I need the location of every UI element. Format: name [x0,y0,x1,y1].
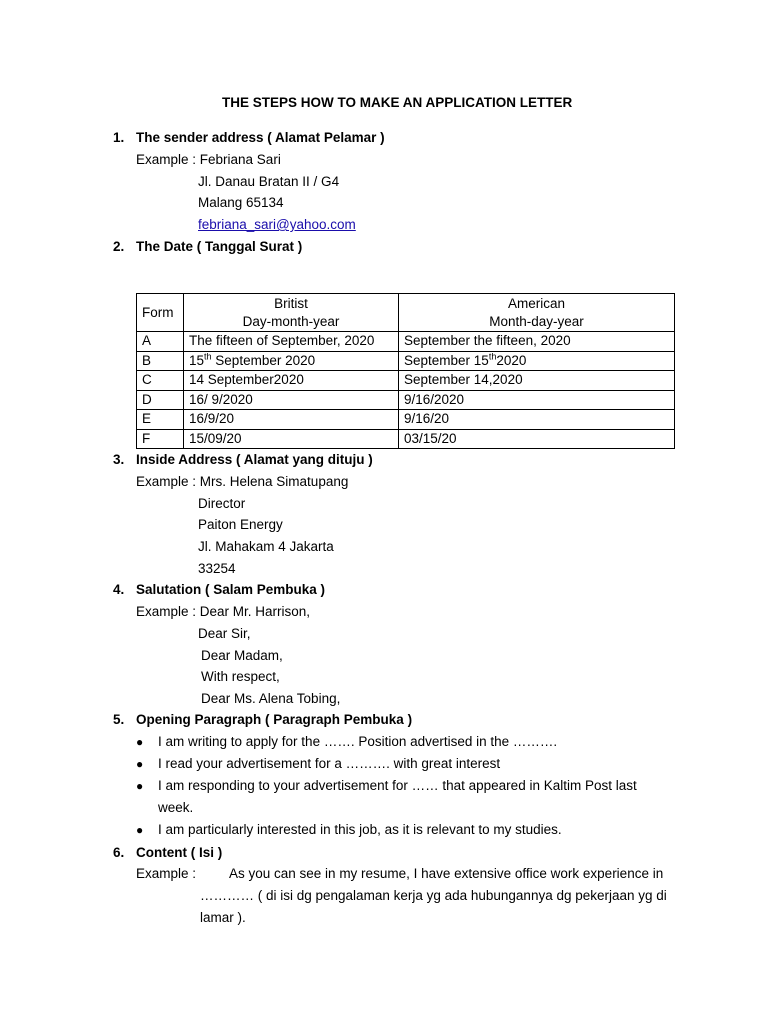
table-row [137,429,675,449]
content-line: ………… ( di isi dg pengalaman kerja yg ada hubungannya dg pekerjaan yg di [200,888,667,903]
sender-email-link[interactable]: febriana_sari@yahoo.com [198,217,356,232]
cell-american: 03/15/20 [399,429,675,449]
sender-line: Malang 65134 [198,195,284,210]
header-form: Form [137,294,184,332]
inside-address-line: Jl. Mahakam 4 Jakarta [198,539,334,554]
opening-bullet: I am responding to your advertisement for …… that appeared in Kaltim Post last [158,778,637,793]
inside-address-line: 33254 [198,561,236,576]
cell-american: 9/16/20 [399,410,675,430]
section-6-heading: Content ( Isi ) [136,845,223,860]
section-1-heading: The sender address ( Alamat Pelamar ) [136,130,385,145]
table-row [137,351,675,371]
cell-british: The fifteen of September, 2020 [184,332,399,352]
opening-bullet-continuation: week. [158,800,194,815]
cell-british: 16/9/20 [184,410,399,430]
page-title: THE STEPS HOW TO MAKE AN APPLICATION LETTER [222,95,573,110]
header-american: American Month-day-year [399,294,675,332]
salutation-line: Dear Sir, [198,626,251,641]
cell-american: September the fifteen, 2020 [399,332,675,352]
section-3-heading: Inside Address ( Alamat yang dituju ) [136,452,373,467]
header-british: Britist Day-month-year [184,294,399,332]
table-row [137,390,675,410]
cell-american: September 15th2020 [399,351,675,371]
section-4-number: 4. [113,582,125,597]
table-row [137,332,675,352]
inside-address-line: Example : Mrs. Helena Simatupang [136,474,349,489]
opening-bullet: I read your advertisement for a ………. with great interest [158,756,501,771]
section-2-number: 2. [113,239,125,254]
date-format-table [136,293,675,449]
section-5-heading: Opening Paragraph ( Paragraph Pembuka ) [136,712,413,727]
salutation-line: Dear Madam, [201,648,283,663]
cell-form: E [137,410,184,430]
cell-american: September 14,2020 [399,371,675,391]
content-example-label: Example : [136,866,197,881]
cell-form: A [137,332,184,352]
salutation-line: Dear Ms. Alena Tobing, [201,691,341,706]
cell-form: B [137,351,184,371]
cell-form: F [137,429,184,449]
sender-line: Jl. Danau Bratan II / G4 [198,174,340,189]
bullet-icon: ● [136,779,144,793]
section-4-heading: Salutation ( Salam Pembuka ) [136,582,326,597]
cell-british: 15/09/20 [184,429,399,449]
bullet-icon: ● [136,757,144,771]
table-row [137,410,675,430]
cell-british: 15th September 2020 [184,351,399,371]
table-row [137,371,675,391]
cell-british: 16/ 9/2020 [184,390,399,410]
cell-british: 14 September2020 [184,371,399,391]
bullet-icon: ● [136,735,144,749]
section-5-number: 5. [113,712,125,727]
cell-form: C [137,371,184,391]
section-6-number: 6. [113,845,125,860]
section-3-number: 3. [113,452,125,467]
cell-form: D [137,390,184,410]
bullet-icon: ● [136,823,144,837]
section-1-number: 1. [113,130,125,145]
salutation-line: With respect, [201,669,280,684]
opening-bullet: I am particularly interested in this job, as it is relevant to my studies. [158,822,562,837]
content-line: As you can see in my resume, I have extensive office work experience in [229,866,664,881]
table-header-row [137,294,675,332]
salutation-line: Example : Dear Mr. Harrison, [136,604,311,619]
section-2-heading: The Date ( Tanggal Surat ) [136,239,303,254]
inside-address-line: Paiton Energy [198,517,283,532]
opening-bullet: I am writing to apply for the ……. Position advertised in the ………. [158,734,558,749]
inside-address-line: Director [198,496,246,511]
content-line: lamar ). [200,910,246,925]
sender-line: Example : Febriana Sari [136,152,281,167]
cell-american: 9/16/2020 [399,390,675,410]
